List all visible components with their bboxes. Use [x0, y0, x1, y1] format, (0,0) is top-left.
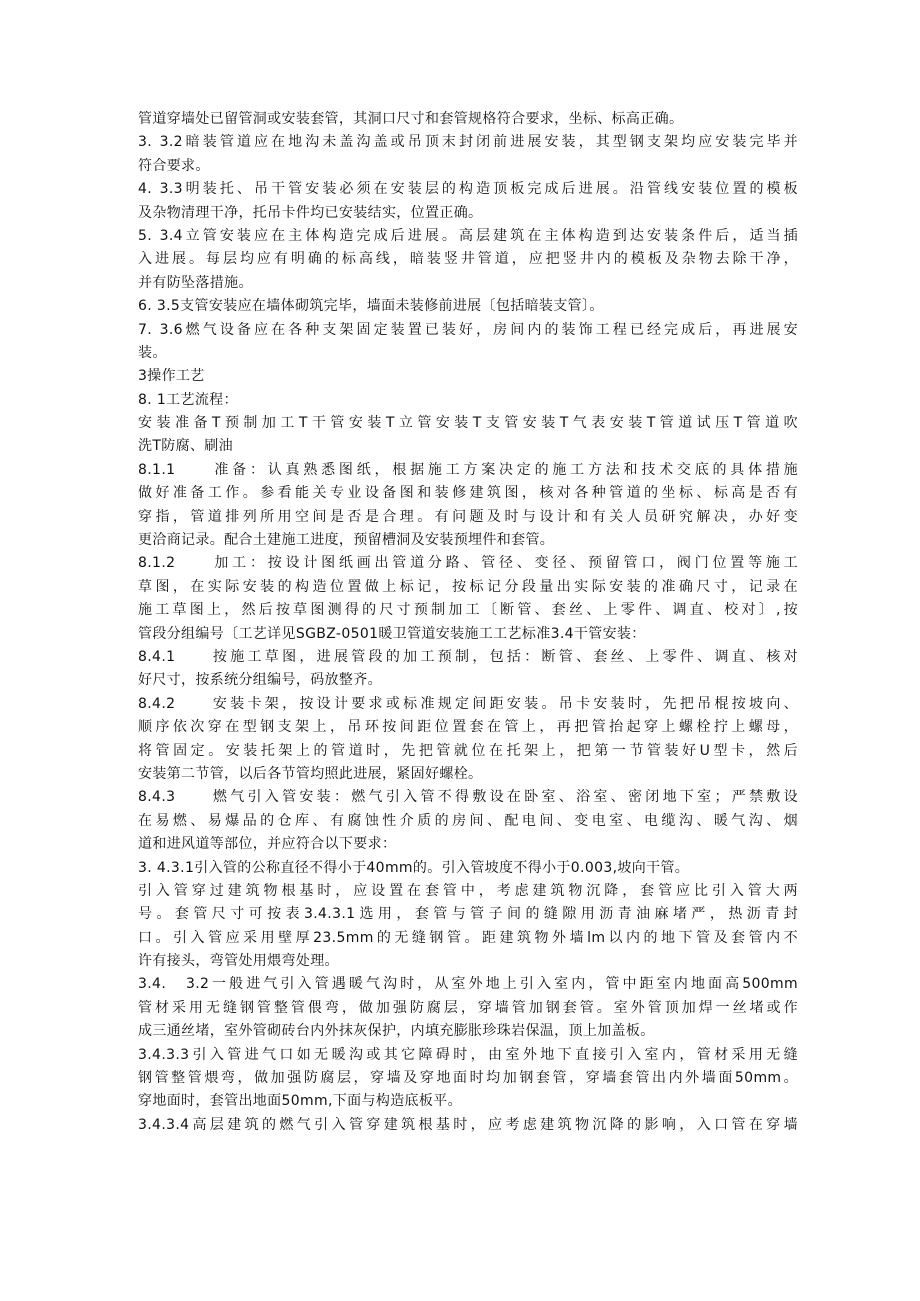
text-line: 8.4.3 燃气引入管安装：燃气引入管不得敷设在卧室、浴室、密闭地下室；严禁敷设	[138, 789, 798, 806]
text-line: 将管固定。安装托架上的管道时，先把管就位在托架上，把第一节管装好U型卡，然后	[138, 742, 798, 759]
text-line: 并有防坠落措施。	[138, 274, 253, 291]
text-line: 管段分组编号〔工艺详见SGBZ-0501暖卫管道安装施工工艺标准3.4干管安装：	[138, 625, 646, 642]
text-line: 5. 3.4立管安装应在主体构造完成后进展。高层建筑在主体构造到达安装条件后，适当插	[138, 227, 798, 244]
text-line: 8.1.1 准备：认真熟悉图纸，根据施工方案决定的施工方法和技术交底的具体措施	[138, 461, 798, 478]
text-line: 穿地面时，套管出地面50mm,下面与构造底板平。	[138, 1093, 462, 1110]
text-line: 入进展。每层均应有明确的标高线，暗装竖井管道，应把竖井内的模板及杂物去除干净，	[138, 251, 798, 268]
text-line: 草图，在实际安装的构造位置做上标记，按标记分段量出实际安装的准确尺寸，记录在	[138, 578, 798, 595]
text-line: 钢管整管煨弯，做加强防腐层，穿墙及穿地面时均加钢套管，穿墙套管出内外墙面50mm。	[138, 1070, 798, 1087]
text-line: 3.4.3.3引入管进气口如无暖沟或其它障碍时，由室外地下直接引入室内，管材采用无缝	[138, 1046, 798, 1063]
text-line: 更洽商记录。配合土建施工进度，预留槽洞及安装预埋件和套管。	[138, 532, 555, 549]
text-line: 在易燃、易爆品的仓库、有腐蚀性介质的房间、配电间、变电室、电缆沟、暖气沟、烟	[138, 812, 798, 829]
text-line: 道和进风道等部位，并应符合以下要求：	[138, 836, 397, 853]
text-line: 做好准备工作。参看能关专业设备图和装修建筑图，核对各种管道的坐标、标高是否有	[138, 485, 798, 502]
text-line: 6. 3.5支管安装应在墙体砌筑完毕，墙面未装修前进展〔包括暗装支管〕。	[138, 298, 604, 315]
text-line: 及杂物清理干净，托吊卡件均已安装结实，位置正确。	[138, 204, 483, 221]
text-line: 顺序依次穿在型钢支架上，吊环按间距位置套在管上，再把管抬起穿上螺栓拧上螺母，	[138, 719, 798, 736]
text-line: 4. 3.3明装托、吊干管安装必须在安装层的构造顶板完成后进展。沿管线安装位置的模板	[138, 181, 798, 198]
text-line: 施工草图上，然后按草图测得的尺寸预制加工〔断管、套丝、上零件、调直、校对〕,按	[138, 602, 798, 619]
text-line: 装。	[138, 344, 167, 361]
text-line: 3操作工艺	[138, 368, 205, 385]
text-line: 3.4. 3.2一般进气引入管遇暖气沟时，从室外地上引入室内，管中距室内地面高500mm	[138, 976, 798, 993]
document-body	[138, 108, 798, 1137]
text-line: 8.4.1 按施工草图，进展管段的加工预制，包括：断管、套丝、上零件、调直、核对	[138, 648, 798, 665]
text-line: 安装第二节管，以后各节管均照此进展，紧固好螺栓。	[138, 765, 483, 782]
text-line: 成三通丝堵，室外管砌砖台内外抹灰保护，内填充膨胀珍珠岩保温，顶上加盖板。	[138, 1023, 655, 1040]
text-line: 好尺寸，按系统分组编号，码放整齐。	[138, 672, 382, 689]
text-line: 3. 4.3.1引入管的公称直径不得小于40mm的。引入管坡度不得小于0.003,坡向干管。	[138, 859, 690, 876]
text-line: 洗T防腐、刷油	[138, 438, 234, 455]
text-line: 管道穿墙处已留管洞或安装套管，其洞口尺寸和套管规格符合要求，坐标、标高正确。	[138, 111, 684, 127]
text-line: 安装准备T预制加工T干管安装T立管安装T支管安装T气表安装T管道试压T管道吹	[138, 415, 798, 432]
text-line: 口。引入管应采用壁厚23.5mm的无缝钢管。距建筑物外墙lm以内的地下管及套管内不	[138, 929, 798, 946]
text-line: 8. 1工艺流程：	[138, 391, 238, 408]
text-line: 符合要求。	[138, 157, 210, 174]
text-line: 3. 3.2暗装管道应在地沟未盖沟盖或吊顶末封闭前进展安装，其型钢支架均应安装完毕并	[138, 134, 798, 151]
text-line: 管材采用无缝钢管整管偎弯，做加强防腐层，穿墙管加钢套管。室外管顶加焊一丝堵或作	[138, 999, 798, 1016]
text-line: 许有接头，弯管处用煨弯处理。	[138, 953, 339, 970]
text-line: 8.1.2 加工：按设计图纸画出管道分路、管径、变径、预留管口，阀门位置等施工	[138, 555, 798, 572]
text-line: 7. 3.6燃气设备应在各种支架固定装置已装好，房间内的装饰工程已经完成后，再进展安	[138, 321, 798, 338]
text-line: 引入管穿过建筑物根基时，应设置在套管中，考虑建筑物沉降，套管应比引入管大两	[138, 882, 798, 899]
text-line: 穿指，管道排列所用空间是否是合理。有问题及时与设计和有关人员研究解决，办好变	[138, 508, 798, 525]
text-line: 号。套管尺寸可按表3.4.3.1选用，套管与管子间的缝隙用沥青油麻堵严，热沥青封	[138, 906, 798, 923]
text-line: 3.4.3.4高层建筑的燃气引入管穿建筑根基时，应考虑建筑物沉降的影响，入口管在穿墙	[138, 1116, 798, 1133]
text-line: 8.4.2 安装卡架，按设计要求或标准规定间距安装。吊卡安装时，先把吊棍按坡向、	[138, 695, 798, 712]
